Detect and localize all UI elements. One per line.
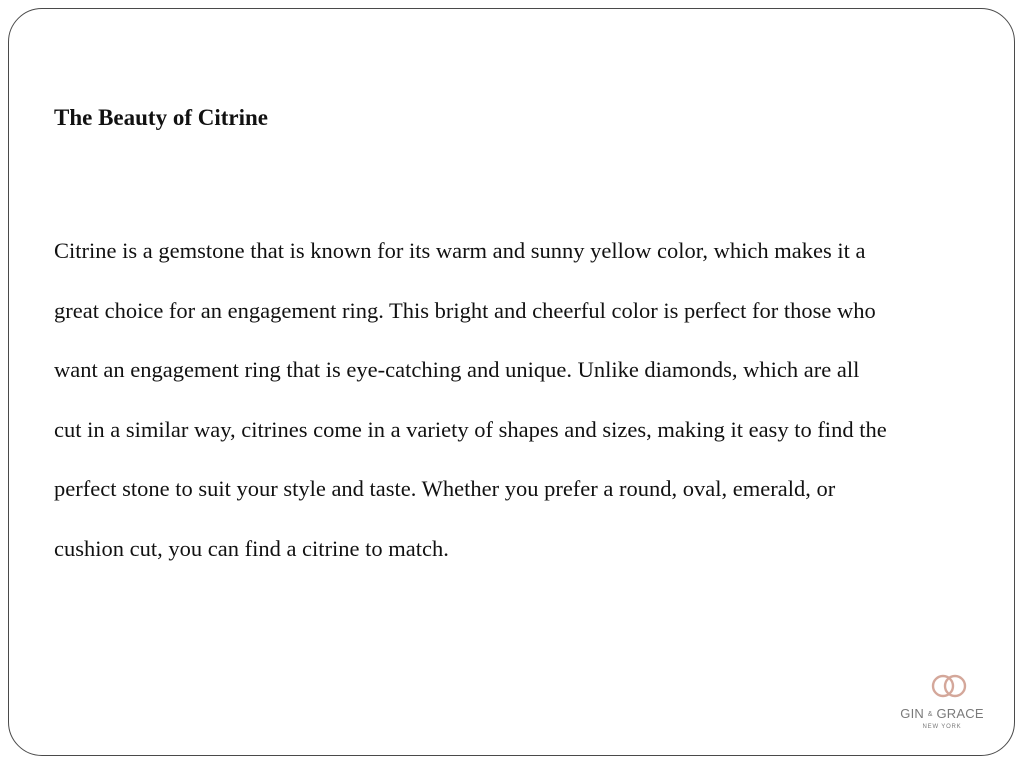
logo-ampersand: & <box>927 711 933 719</box>
logo-name-left: GIN <box>900 706 924 721</box>
logo-location: NEW YORK <box>922 724 962 730</box>
body-line-3: want an engagement ring that is eye-catching and unique. Unlike diamonds, which are all <box>54 357 860 383</box>
slide-frame <box>8 8 1015 756</box>
interlocking-rings-icon <box>928 672 970 700</box>
logo-brand-name <box>892 706 992 721</box>
body-line-4: cut in a similar way, citrines come in a variety of shapes and sizes, making it easy to find the <box>54 416 887 442</box>
slide-body-paragraph <box>54 221 999 579</box>
body-line-6: cushion cut, you can find a citrine to match. <box>54 535 449 561</box>
body-line-1: Citrine is a gemstone that is known for its warm and sunny yellow color, which makes it a <box>54 238 866 263</box>
brand-logo <box>892 672 992 740</box>
slide-title: The Beauty of Citrine <box>54 105 269 130</box>
body-line-2: great choice for an engagement ring. This bright and cheerful color is perfect for those who <box>54 297 876 323</box>
logo-name-right: GRACE <box>936 706 984 721</box>
body-line-5: perfect stone to suit your style and taste. Whether you prefer a round, oval, emerald, or <box>54 476 836 502</box>
